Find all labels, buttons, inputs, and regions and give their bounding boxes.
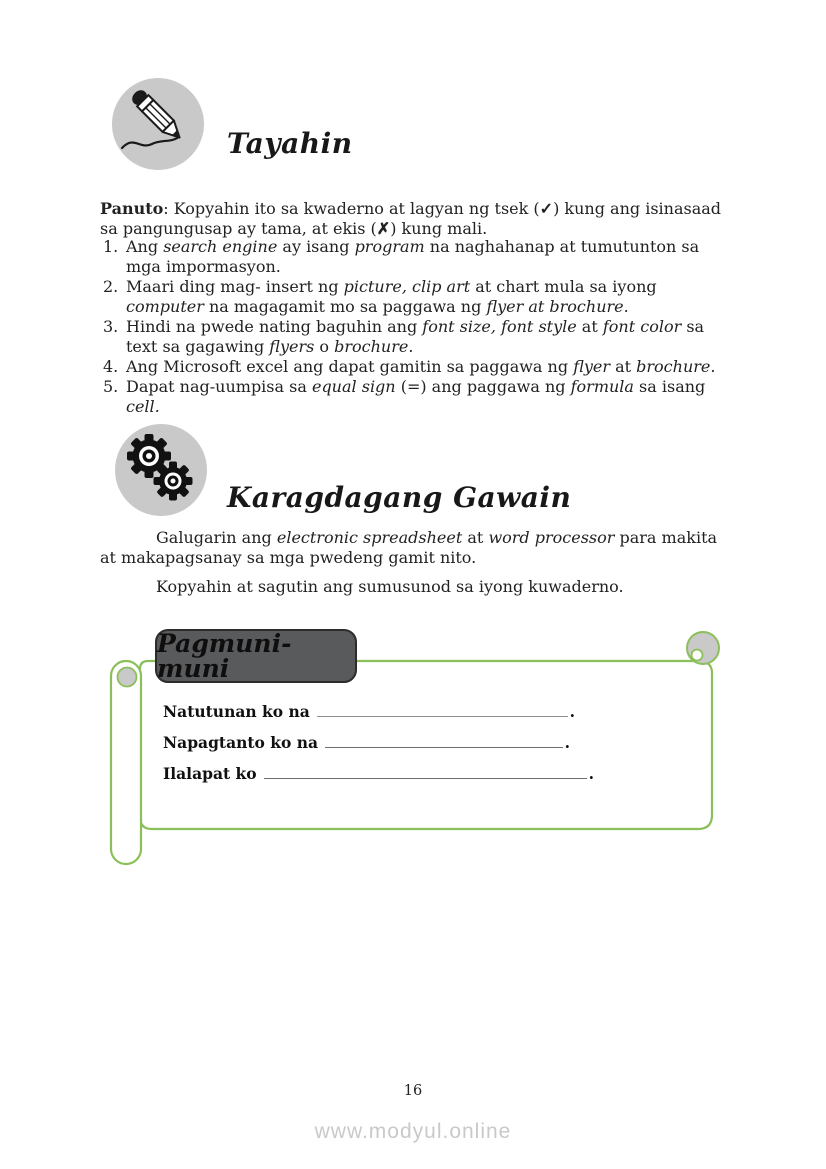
pagmuni-muni-label: [155, 629, 357, 683]
list-item-number: 5.: [103, 377, 119, 396]
list-item-text: Ang search engine ay isang program na naghahanap at tumutunton sa mga impormasyon.: [126, 237, 700, 276]
fill-in-label: Natutunan ko na: [163, 702, 310, 721]
section-title-karagdagang-gawain: Karagdagang Gawain: [227, 480, 572, 514]
fill-in-line-natutunan: [163, 702, 575, 722]
list-item: [100, 277, 734, 317]
fill-in-line-ilalapat: [163, 764, 594, 784]
section-title-tayahin: Tayahin: [227, 126, 353, 160]
fill-in-label: Ilalapat ko: [163, 764, 257, 783]
pencil-icon: [112, 78, 204, 170]
blank-line: [325, 733, 563, 748]
line-period: .: [569, 702, 575, 721]
fill-in-line-napagtanto: [163, 733, 570, 753]
list-item-number: 4.: [103, 357, 119, 376]
list-item-number: 3.: [103, 317, 119, 336]
assessment-list: [100, 237, 734, 417]
fill-in-label: Napagtanto ko na: [163, 733, 319, 752]
list-item-number: 1.: [103, 237, 119, 256]
blank-line: [264, 764, 587, 779]
list-item: [100, 357, 734, 377]
list-item-text: Dapat nag-uumpisa sa equal sign (=) ang paggawa ng formula sa isang cell.: [126, 377, 706, 416]
karagdagang-paragraph-1: Galugarin ang electronic spreadsheet at word processor para makita at makapagsanay sa mga pwedeng gamit nito.: [100, 528, 718, 567]
blank-line: [317, 702, 568, 717]
list-item: [100, 237, 734, 277]
watermark: www.modyul.online: [314, 1120, 512, 1143]
line-period: .: [564, 733, 570, 752]
panuto-paragraph: Panuto: Kopyahin ito sa kwaderno at lagyan ng tsek (✓) kung ang isinasaad sa pangungusap ay tama, at ekis (✗) kung mali.: [100, 199, 722, 238]
gears-icon: [115, 424, 207, 516]
list-item-text: Maari ding mag- insert ng picture, clip art at chart mula sa iyong computer na magagamit mo sa paggawa ng flyer at brochure.: [126, 277, 657, 316]
list-item: [100, 377, 734, 417]
list-item-text: Ang Microsoft excel ang dapat gamitin sa paggawa ng flyer at brochure.: [126, 357, 716, 376]
list-item: [100, 317, 734, 357]
pagmuni-muni-title: Pagmuni-muni: [157, 629, 292, 683]
karagdagang-paragraph-2: Kopyahin at sagutin ang sumusunod sa iyong kuwaderno.: [156, 577, 624, 596]
line-period: .: [588, 764, 594, 783]
list-item-text: Hindi na pwede nating baguhin ang font size, font style at font color sa text sa gagawing flyers o brochure.: [126, 317, 705, 356]
list-item-number: 2.: [103, 277, 119, 296]
page-number: 16: [403, 1083, 423, 1099]
